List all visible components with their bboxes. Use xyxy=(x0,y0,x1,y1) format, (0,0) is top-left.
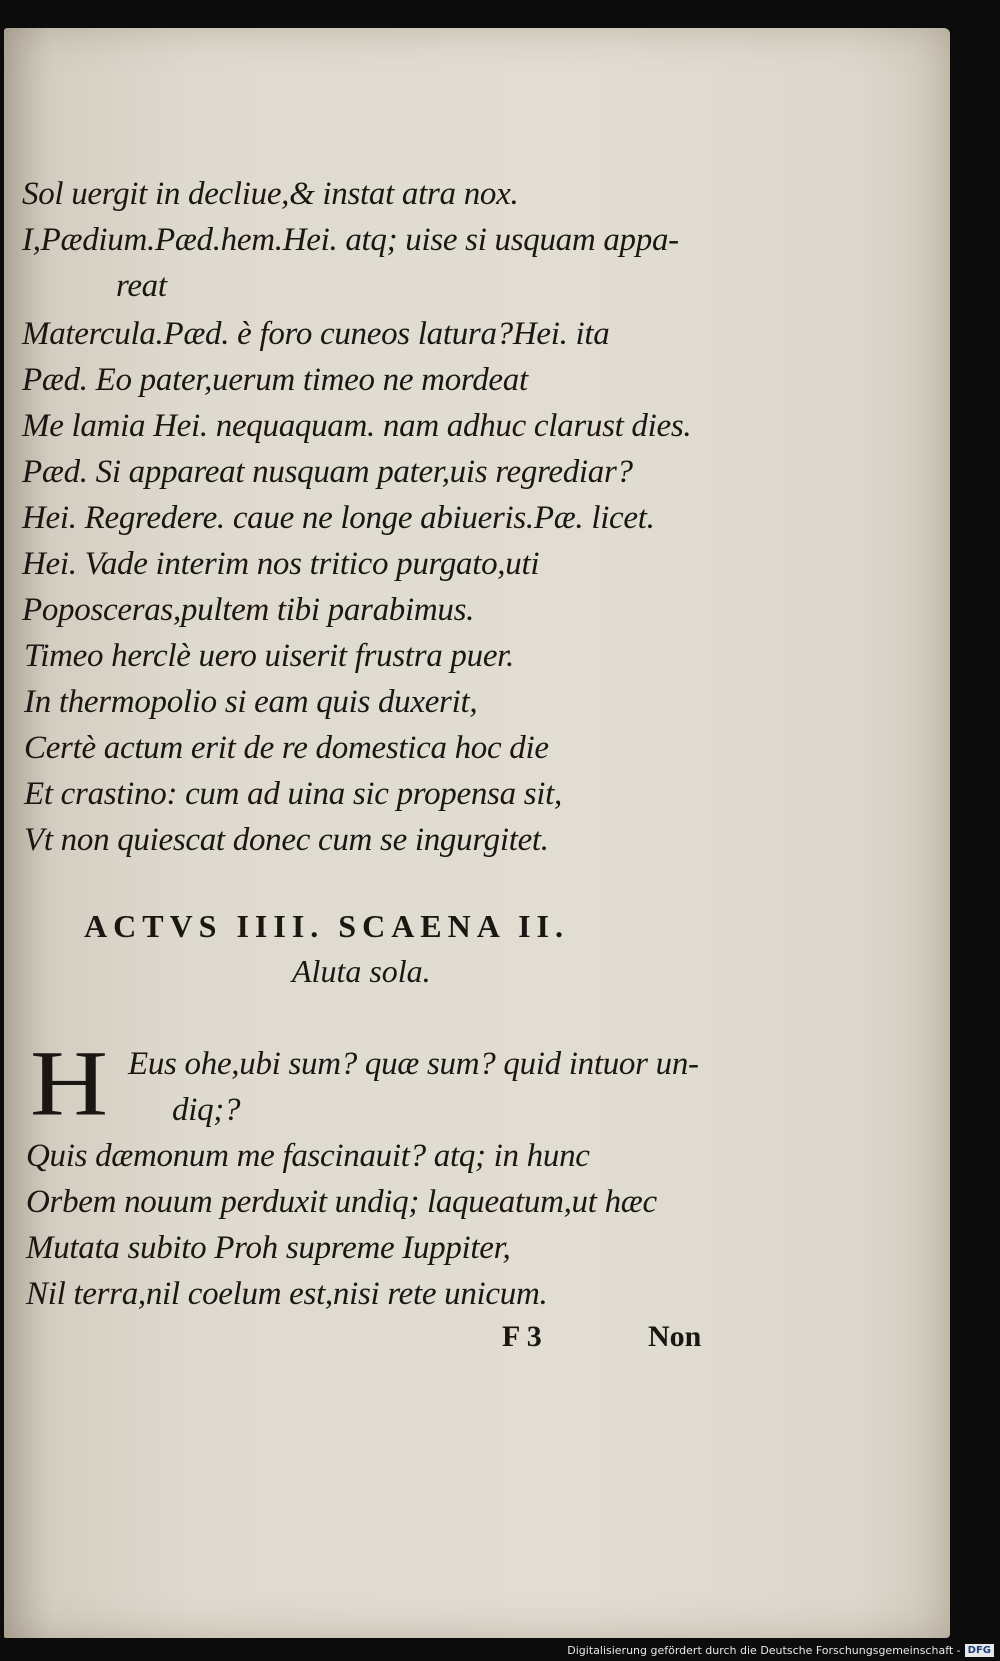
text-line: Poposceras,pultem tibi parabimus. xyxy=(22,592,475,628)
text-line: I,Pædium.Pæd.hem.Hei. atq; uise si usquam appa- xyxy=(22,222,679,258)
text-line: Et crastino: cum ad uina sic propensa sit, xyxy=(24,776,562,812)
text-line: Vt non quiescat donec cum se ingurgitet. xyxy=(24,822,549,858)
text-line: Certè actum erit de re domestica hoc die xyxy=(24,730,549,766)
text-line: Timeo herclè uero uiserit frustra puer. xyxy=(24,638,515,674)
dfg-logo: DFG xyxy=(965,1644,994,1657)
catchword: Non xyxy=(648,1320,702,1353)
text-line: Sol uergit in decliue,& instat atra nox. xyxy=(22,176,519,212)
text-line: diq;? xyxy=(172,1092,241,1128)
text-line: Hei. Vade interim nos tritico purgato,uti xyxy=(22,546,540,582)
text-line: Pæd. Si appareat nusquam pater,uis regrediar? xyxy=(22,454,633,490)
text-line: Quis dæmonum me fascinauit? atq; in hunc xyxy=(26,1138,590,1174)
text-line: In thermopolio si eam quis duxerit, xyxy=(24,684,478,720)
text-line: Pæd. Eo pater,uerum timeo ne mordeat xyxy=(22,362,528,398)
footer-text: Digitalisierung gefördert durch die Deutsche Forschungsgemeinschaft - xyxy=(567,1644,961,1657)
act-scene-heading: ACTVS IIII. SCAENA II. xyxy=(84,908,569,944)
text-line: Nil terra,nil coelum est,nisi rete unicum. xyxy=(26,1276,548,1312)
speaker-heading: Aluta sola. xyxy=(292,953,431,989)
drop-capital: H xyxy=(30,1032,108,1136)
page-text xyxy=(4,28,950,1638)
signature-mark: F 3 xyxy=(502,1320,542,1353)
text-line: Eus ohe,ubi sum? quæ sum? quid intuor un- xyxy=(128,1046,699,1082)
text-line: Matercula.Pæd. è foro cuneos latura?Hei. ita xyxy=(22,316,610,352)
footer-credit xyxy=(567,1644,994,1657)
text-line: Mutata subito Proh supreme Iuppiter, xyxy=(26,1230,511,1266)
text-line: Orbem nouum perduxit undiq; laqueatum,ut hæc xyxy=(26,1184,657,1220)
text-line: reat xyxy=(116,268,167,304)
text-line: Me lamia Hei. nequaquam. nam adhuc clarust dies. xyxy=(22,408,692,444)
book-page xyxy=(4,28,950,1638)
text-line: Hei. Regredere. caue ne longe abiueris.Pæ. licet. xyxy=(22,500,655,536)
